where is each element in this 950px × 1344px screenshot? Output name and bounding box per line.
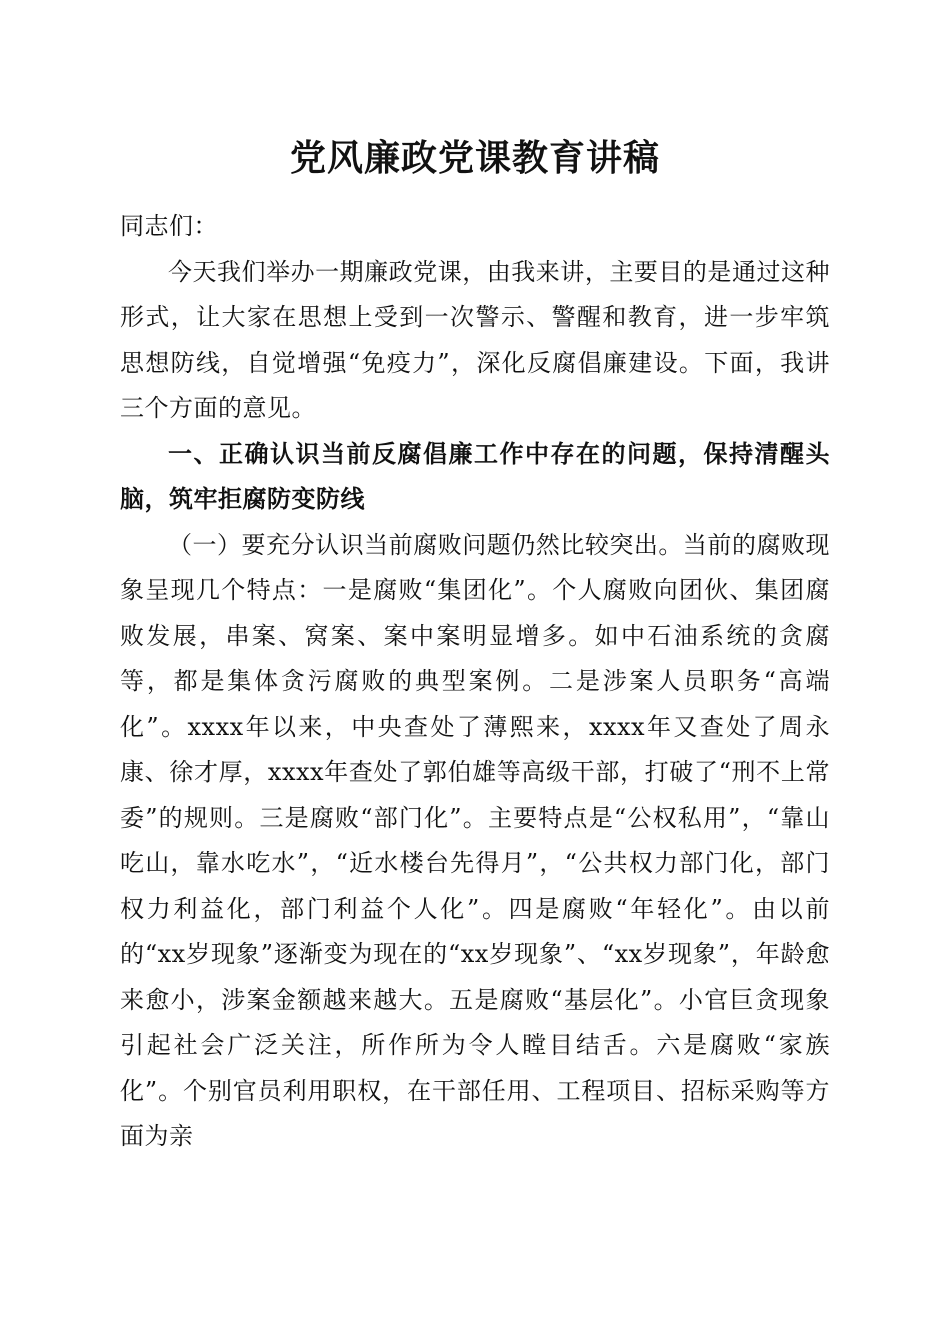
salutation: 同志们： <box>120 212 218 240</box>
section-paragraph: （一）要充分认识当前腐败问题仍然比较突出。当前的腐败现象呈现几个特点：一是腐败“集团化”。个人腐败向团伙、集团腐败发展，串案、窝案、案中案明显增多。如中石油系统的贪腐等，都是集体贪污腐败的典型案例。二是涉案人员职务“高端化”。xxxx年以来，中央查处了薄熙来，xxxx年又查处了周永康、徐才厚，xxxx年查处了郭伯雄等高级干部，打破了“刑不上常委”的规则。三是腐败“部门化”。主要特点是“公权私用”，“靠山吃山，靠水吃水”，“近水楼台先得月”，“公共权力部门化，部门权力利益化，部门利益个人化”。四是腐败“年轻化”。由以前的“xx岁现象”逐渐变为现在的“xx岁现象”、“xx岁现象”，年龄愈来愈小，涉案金额越来越大。五是腐败“基层化”。小官巨贪现象引起社会广泛关注，所作所为令人瞠目结舌。六是腐败“家族化”。个别官员利用职权，在干部任用、工程项目、招标采购等方面为亲 <box>120 530 830 1150</box>
document-body <box>120 204 830 1160</box>
section-heading: 一、正确认识当前反腐倡廉工作中存在的问题，保持清醒头脑，筑牢拒腐防变防线 <box>120 439 830 513</box>
document-title: 党风廉政党课教育讲稿 <box>289 137 660 179</box>
intro-paragraph: 今天我们举办一期廉政党课，由我来讲，主要目的是通过这种形式，让大家在思想上受到一次警示、警醒和教育，进一步牢筑思想防线，自觉增强“免疫力”，深化反腐倡廉建设。下面，我讲三个方面的意见。 <box>120 257 830 422</box>
